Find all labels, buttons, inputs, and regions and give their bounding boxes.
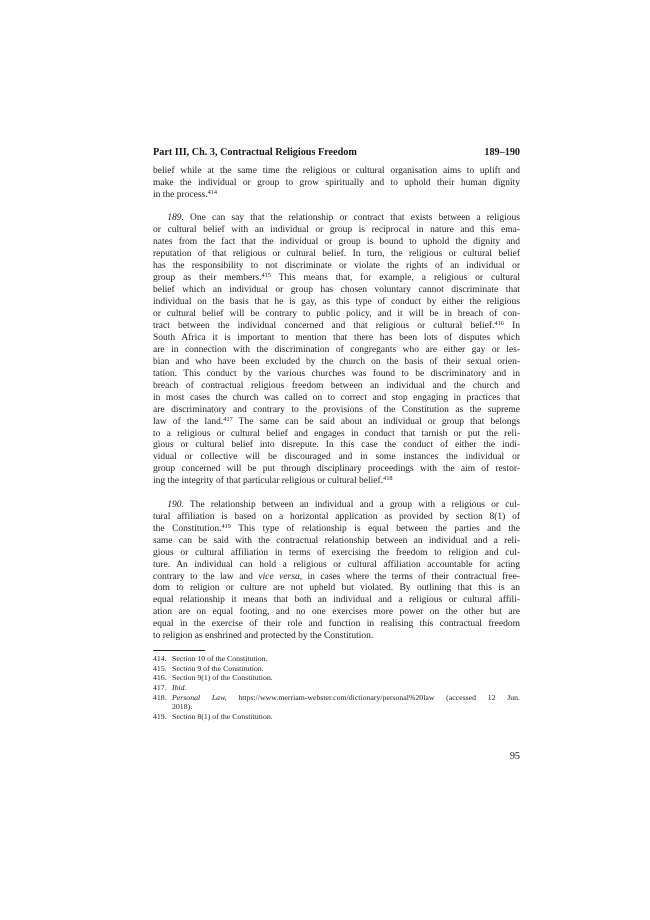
footnote-ref: 419 <box>221 522 231 530</box>
text-line: to religion as enshrined and protected by the Constitution. <box>153 631 374 642</box>
text-line: has the responsibility to not discriminate or violate the rights of an individual or <box>153 261 520 272</box>
footnote-419: 419. Section 8(1) of the Constitution. <box>153 711 273 721</box>
footnote-ref: 418 <box>383 475 393 483</box>
text-line: South Africa it is important to mention that there has been lots of disputes which <box>153 332 520 343</box>
text-line: equal relationship it means that both an individual and a religious or cultural affili- <box>153 595 520 606</box>
paragraph-continued <box>153 166 520 202</box>
text-line: contrary to the law and vice versa, in cases where the terms of their contractual free- <box>153 571 520 582</box>
text-line: are discriminatory and contrary to the provisions of the Constitution as the supreme <box>153 404 520 415</box>
text-line: group concerned will be put through disciplinary proceedings with the aim of restor- <box>153 464 520 475</box>
footnote-417: 417. Ibid. <box>153 683 187 692</box>
footnote-ref: 414 <box>207 188 218 196</box>
footnote-ref: 415 <box>261 272 271 280</box>
text-line: the Constitution.$^{419}$ This type of relationship is equal between the parties and the <box>153 522 520 534</box>
paragraph-189 <box>153 213 520 488</box>
text-line: ture. An individual can hold a religious or cultural affiliation accountable for acting <box>153 559 520 570</box>
header-paragraph-range: 189–190 <box>484 147 520 158</box>
footnote-ref: 416 <box>494 319 504 327</box>
text-line: ing the integrity of that particular religious or cultural belief.$^{418}$ <box>153 475 393 487</box>
paragraph-number: 190. <box>167 499 184 510</box>
text-line: reputation of that religious or cultural belief. In turn, the religious or cultural belief <box>153 249 520 260</box>
text-line: gious or cultural affiliation in terms of exercising the freedom to religion and cul- <box>153 547 520 558</box>
footnote-414: 414. Section 10 of the Constitution. <box>153 654 268 664</box>
text-line: tation. This conduct by the various churches was found to be discriminatory and in <box>153 368 520 379</box>
text-line: bian and who have been excluded by the church on the basis of their sexual orien- <box>153 356 520 367</box>
text-line: ation are on equal footing, and no one exercises more power on the other but are <box>153 607 520 618</box>
text-line: breach of contractual religious freedom between an individual and the church and <box>153 380 520 391</box>
footnote-416: 416. Section 9(1) of the Constitution. <box>153 673 273 683</box>
text-line: equal in the exercise of their role and function in realising this contractual freedom <box>153 619 520 630</box>
text-line: individual on the basis that he is gay, as this type of conduct by either the religious <box>153 297 520 308</box>
footnote-415: 415. Section 9 of the Constitution. <box>153 663 264 673</box>
footnote-ref: 417 <box>223 415 233 423</box>
page-number: 95 <box>509 751 520 762</box>
running-header <box>153 146 520 159</box>
text-line: are in connection with the discrimination of congregants who are either gay or les- <box>153 344 520 355</box>
paragraph-number: 189. <box>167 213 184 224</box>
text-line: gious or cultural belief into disrepute. In this case the conduct of either the indi- <box>153 440 520 451</box>
text-line: or cultural belief will be contrary to public policy, and it will be in breach of con- <box>153 308 520 319</box>
footnotes <box>153 654 520 721</box>
text-line: make the individual or group to grow spiritually and to uphold their human dignity <box>153 177 520 188</box>
footnote-418: 418. Personal Law, https://www.merriam-webster.com/dictionary/personal%20law (accessed 12 Jun. 2018). <box>153 692 520 712</box>
paragraph-190 <box>153 500 520 643</box>
text-line: nates from the fact that the individual or group is bound to uphold the dignity and <box>153 237 520 248</box>
text-line: 190. The relationship between an individual and a group with a religious or cul- <box>167 499 520 510</box>
text-line: dom to religion or culture are not upheld but violated. By outlining that this is an <box>153 583 520 594</box>
text-line: law of the land.$^{417}$ The same can be said about an individual or group that belongs <box>153 415 521 427</box>
text-line: in most cases the church was called on to correct and stop engaging in practices that <box>153 392 520 403</box>
header-title: Part III, Ch. 3, Contractual Religious Freedom <box>153 147 357 158</box>
text-line: belief which an individual or group has chosen voluntary cannot discriminate that <box>153 285 520 296</box>
footnote-url[interactable]: https://www.merriam-webster.com/dictionary/personal%20law (accessed 12 Jun. <box>226 692 520 702</box>
text-line: belief while at the same time the religious or cultural organisation aims to uplift and <box>153 166 520 176</box>
text-line: 189. One can say that the relationship or contract that exists between a religious <box>167 213 520 224</box>
text-line: tural affiliation is based on a horizontal application as provided by section 8(1) of <box>153 511 520 522</box>
text-line: group as their members.$^{415}$ This means that, for example, a religious or cultural <box>153 272 520 284</box>
page-body <box>153 146 520 721</box>
text-line: to a religious or cultural belief and engages in conduct that tarnish or put the reli- <box>153 428 520 439</box>
text-line: or cultural belief with an individual or group is reciprocal in nature and this ema- <box>153 225 520 236</box>
text-line: vidual or collective will be discouraged and in some instances the individual or <box>153 452 520 463</box>
text-line: same can be said with the contractual relationship between an individual and a reli- <box>153 535 520 546</box>
text-line: tract between the individual concerned and that religious or cultural belief.$^{416}$ In <box>153 319 520 331</box>
text-line: in the process.$^{414}$ <box>153 188 218 200</box>
footnote-divider <box>153 650 205 651</box>
